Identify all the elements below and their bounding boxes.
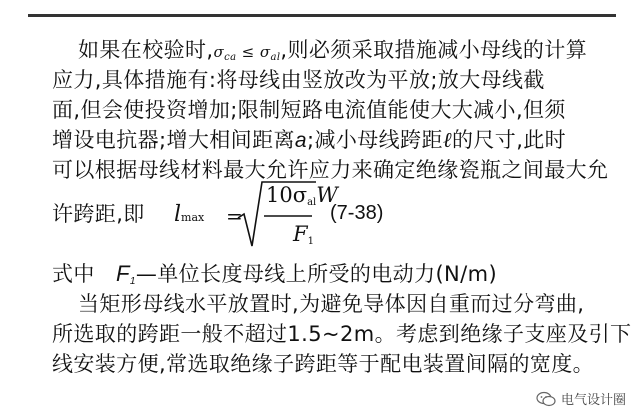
paragraph2-line3: 线安装方便,常选取绝缘子跨距等于配电装置间隔的宽度。 <box>52 352 595 376</box>
p1-line1-pre: 如果在校验时, <box>78 38 214 62</box>
formula-equals: = <box>226 204 243 228</box>
p1-line4-post: 的尺寸,此时 <box>452 128 567 152</box>
formula-lhs: lmax <box>174 202 205 227</box>
paragraph2-line1: 当矩形母线水平放置时,为避免导体因自重而过分弯曲, <box>78 292 585 316</box>
watermark <box>536 389 626 408</box>
paragraph1-line4 <box>52 128 566 153</box>
var-l: ℓ <box>442 128 452 152</box>
formula-denominator: $F_1$ <box>293 222 314 247</box>
paragraph2-line2: 所选取的跨距一般不超过1.5~2m。考虑到绝缘子支座及引下 <box>52 322 632 346</box>
wechat-icon <box>536 391 556 407</box>
definition-prefix: 式中 <box>52 262 95 286</box>
top-rule <box>28 14 616 17</box>
formula-numerator: $10\sigma_{al}W$ <box>266 183 338 208</box>
definition-text: 单位长度母线上所受的电动力(N/m) <box>157 262 498 286</box>
paragraph1-line5: 可以根据母线材料最大允许应力来确定绝缘瓷瓶之间最大允 <box>52 158 609 182</box>
paragraph1-line3: 面,但会使投资增加;限制短路电流值能使大大减小,但须 <box>52 98 566 122</box>
formula-7-38 <box>168 180 338 252</box>
equation-number: (7-38) <box>330 202 384 224</box>
var-a: a <box>294 129 307 152</box>
paragraph1-line6: 许跨距,即 <box>52 202 145 226</box>
leq-symbol: ≤ <box>236 43 260 61</box>
watermark-text: 电气设计圈 <box>560 393 626 408</box>
stress-al: $\sigma_{al}$ <box>259 43 281 63</box>
p1-line4-pre: 增设电抗器;增大相间距离 <box>52 128 295 152</box>
definition-line <box>52 262 497 294</box>
p1-line1-post: ,则必须采取措施减小母线的计算 <box>280 38 588 62</box>
definition-dash: — <box>135 262 158 286</box>
paragraph1-line2: 应力,具体措施有:将母线由竖放改为平放;放大母线截 <box>52 68 545 92</box>
p1-line4-mid: ;减小母线跨距 <box>306 128 443 152</box>
paragraph1-line1 <box>78 38 587 70</box>
definition-symbol: $F_1$ <box>116 261 136 287</box>
stress-ca: $\sigma_{ca}$ <box>213 43 237 63</box>
